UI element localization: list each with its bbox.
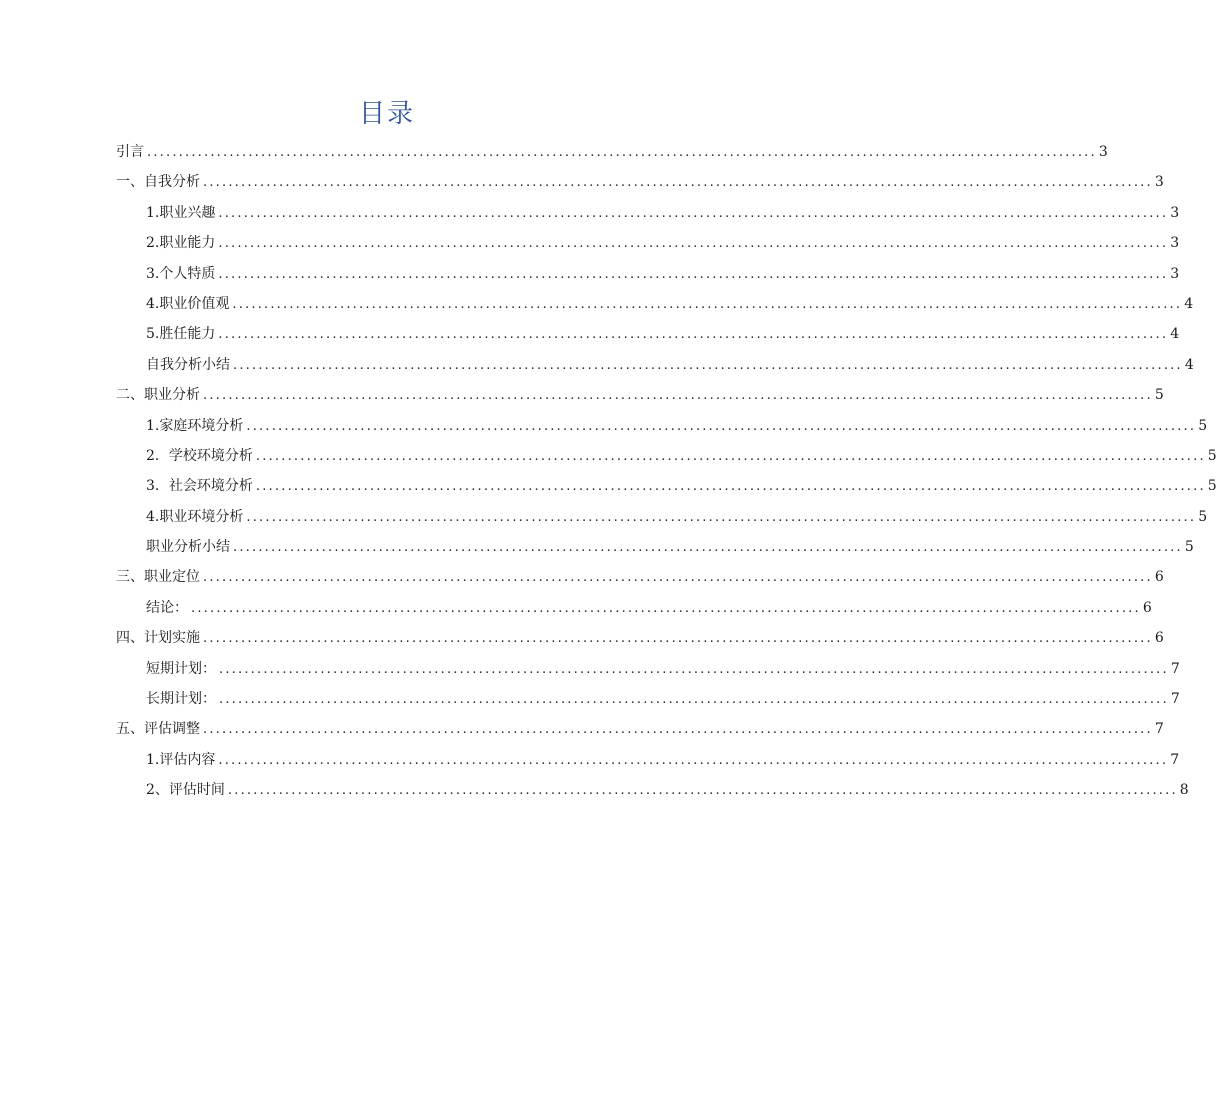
toc-entry-text: 5.胜任能力: [146, 326, 216, 343]
toc-dot-leader: ......................................................................................................................................................: [219, 661, 1169, 677]
toc-page-number: 5: [1207, 447, 1217, 464]
toc-page-number: 6: [1154, 569, 1164, 586]
toc-page-number: 4: [1170, 326, 1180, 343]
toc-entry-text: 自我分析小结: [146, 356, 230, 373]
toc-entry[interactable]: [116, 228, 1180, 258]
toc-dot-leader: ......................................................................................................................................................: [203, 570, 1153, 586]
toc-entry[interactable]: [116, 411, 1208, 441]
toc-entry-text: 五、评估调整: [116, 721, 200, 738]
toc-page-number: 3: [1170, 204, 1180, 221]
toc-entry-text: 2、评估时间: [146, 782, 225, 799]
toc-entry[interactable]: [116, 714, 1164, 744]
toc-dot-leader: ......................................................................................................................................................: [246, 418, 1197, 434]
toc-entry-text: 1.家庭环境分析: [146, 417, 244, 434]
toc-dot-leader: ......................................................................................................................................................: [255, 479, 1206, 495]
toc-entry[interactable]: [116, 593, 1152, 623]
toc-list: [116, 137, 1217, 806]
toc-entry-text: 职业分析小结: [146, 539, 230, 556]
toc-dot-leader: ......................................................................................................................................................: [227, 783, 1178, 799]
toc-entry-text: 2.职业能力: [146, 235, 216, 252]
toc-entry[interactable]: [116, 441, 1217, 471]
toc-entry-text: 二、职业分析: [116, 387, 200, 404]
toc-page-number: 7: [1170, 660, 1180, 677]
toc-dot-leader: ......................................................................................................................................................: [218, 752, 1169, 768]
toc-entry-text: 4.职业价值观: [146, 295, 230, 312]
toc-dot-leader: ......................................................................................................................................................: [191, 600, 1141, 616]
toc-entry[interactable]: [116, 259, 1180, 289]
toc-entry[interactable]: [116, 471, 1217, 501]
toc-page-number: 3: [1170, 265, 1180, 282]
toc-entry[interactable]: [116, 319, 1180, 349]
toc-entry[interactable]: [116, 775, 1189, 805]
toc-entry-text: 引言: [116, 144, 144, 160]
toc-title: 目录: [358, 99, 415, 129]
toc-page-number: 5: [1184, 539, 1194, 556]
toc-page-number: 5: [1154, 387, 1164, 404]
toc-dot-leader: ......................................................................................................................................................: [218, 266, 1169, 282]
toc-entry-text: 1.职业兴趣: [146, 204, 216, 221]
toc-entry-text: 2．学校环境分析: [146, 447, 253, 464]
toc-entry-text: 长期计划：: [146, 691, 216, 708]
toc-dot-leader: ......................................................................................................................................................: [203, 175, 1153, 191]
toc-entry[interactable]: [116, 684, 1180, 714]
toc-entry[interactable]: [116, 198, 1180, 228]
toc-page-number: 5: [1198, 508, 1208, 525]
toc-entry[interactable]: [116, 350, 1194, 380]
toc-entry[interactable]: [116, 532, 1194, 562]
toc-entry-text: 1.评估内容: [146, 751, 216, 768]
toc-dot-leader: ......................................................................................................................................................: [218, 205, 1169, 221]
toc-page-number: 7: [1170, 751, 1180, 768]
toc-page-number: 3: [1098, 144, 1108, 160]
toc-entry-text: 3．社会环境分析: [146, 478, 253, 495]
toc-dot-leader: ......................................................................................................................................................: [233, 357, 1183, 373]
toc-page-number: 4: [1184, 356, 1194, 373]
toc-page-number: 4: [1184, 295, 1194, 312]
toc-dot-leader: ......................................................................................................................................................: [219, 692, 1169, 708]
toc-entry-text: 四、计划实施: [116, 630, 200, 647]
toc-entry[interactable]: [116, 380, 1164, 410]
toc-entry[interactable]: [116, 654, 1180, 684]
toc-page-number: 8: [1179, 782, 1189, 799]
toc-entry[interactable]: [116, 289, 1194, 319]
toc-entry[interactable]: [116, 167, 1164, 197]
toc-entry-text: 4.职业环境分析: [146, 508, 244, 525]
toc-entry-text: 三、职业定位: [116, 569, 200, 586]
toc-entry[interactable]: [116, 745, 1180, 775]
toc-dot-leader: ......................................................................................................................................................: [203, 722, 1153, 738]
toc-dot-leader: ......................................................................................................................................................: [218, 236, 1169, 252]
toc-page-number: 6: [1142, 599, 1152, 616]
toc-page-number: 3: [1154, 174, 1164, 191]
toc-page-number: 7: [1154, 721, 1164, 738]
toc-dot-leader: ......................................................................................................................................................: [246, 509, 1197, 525]
toc-entry-text: 结论：: [146, 599, 188, 616]
toc-page-number: 7: [1170, 691, 1180, 708]
toc-page-number: 3: [1170, 235, 1180, 252]
toc-dot-leader: ......................................................................................................................................................: [255, 448, 1206, 464]
toc-dot-leader: ......................................................................................................................................................: [233, 540, 1183, 556]
toc-dot-leader: ......................................................................................................................................................: [203, 631, 1153, 647]
toc-entry-text: 3.个人特质: [146, 265, 216, 282]
toc-dot-leader: ......................................................................................................................................................: [147, 145, 1097, 160]
toc-page-number: 5: [1198, 417, 1208, 434]
toc-entry[interactable]: [116, 562, 1164, 592]
toc-dot-leader: ......................................................................................................................................................: [203, 388, 1153, 404]
toc-dot-leader: ......................................................................................................................................................: [218, 327, 1169, 343]
toc-entry[interactable]: [116, 137, 1108, 167]
toc-page-number: 6: [1154, 630, 1164, 647]
toc-entry-text: 短期计划：: [146, 660, 216, 677]
toc-entry-text: 一、自我分析: [116, 174, 200, 191]
toc-page-number: 5: [1207, 478, 1217, 495]
toc-dot-leader: ......................................................................................................................................................: [232, 296, 1183, 312]
toc-entry[interactable]: [116, 502, 1208, 532]
toc-entry[interactable]: [116, 623, 1164, 653]
